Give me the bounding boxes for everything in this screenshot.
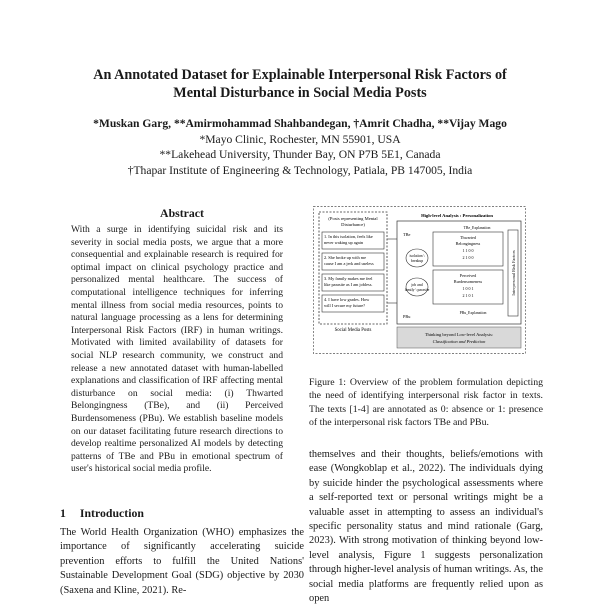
title-line-1: An Annotated Dataset for Explainable Interpersonal Risk Factors of (93, 67, 507, 83)
analysis-header: High-level Analysis : Personalization (421, 213, 493, 218)
thwarted-label-a: Thwarted (459, 235, 477, 240)
post-4-line-b: will I secure my future? (324, 303, 366, 308)
pbu-explanation: PBu_Explanation (459, 311, 487, 315)
post-1-line-a: 1. In this isolation, feels like (324, 234, 373, 239)
job-label-a: job and (411, 283, 423, 287)
pbu-codes-2: 2 1 0 1 (462, 293, 474, 298)
isolation-ellipse (406, 249, 428, 267)
job-label-b: family \ parasite (404, 288, 430, 292)
post-4-line-a: 4. I have low grades. How (324, 297, 370, 302)
posts-header-1: (Posts representing Mental (328, 216, 378, 221)
section-number: 1 (60, 506, 66, 520)
thinking-line-1: Thinking beyond Low-level Analysis: (424, 332, 494, 337)
affiliation-3: †Thapar Institute of Engineering & Technology, Patiala, PB 147005, India (127, 163, 473, 177)
author-names: *Muskan Garg, **Amirmohammad Shahbandegan, †Amrit Chadha, **Vijay Mago (93, 117, 507, 130)
isolation-label-b: breakup (410, 259, 424, 263)
post-2-line-b: cause I am a jerk and useless (324, 261, 374, 266)
isolation-label-a: isolation \ (409, 254, 425, 258)
abstract-text: With a surge in identifying suicidal risk and its severity in social media posts, we argue that a more consequential and explainable research is required for optimal impact on clinical psychology practice and personalized mental healthcare. The success of computational intelligence techniques for inferring mental illness from social media resources, points to natural language processing as a lens for determining Interpersonal Risk Factors (IRF) in human writings. Motivated with limited availability of datasets for social NLP research community, we construct and release a new annotated dataset with human-labelled explanations and classification of IRF affecting mental disturbance on social media: (i) Thwarted Belongingness (TBe), and (ii) Perceived Burdensomeness (PBu). We establish baseline models on our dataset facilitating future research directions to develop realtime personalized AI models by detecting patterns of TBe and PBu in emotional spectrum of user's historical social media profile. (71, 224, 283, 475)
thinking-band (397, 327, 521, 348)
pbu-tag: PBu (403, 314, 411, 319)
title-line-2: Mental Disturbance in Social Media Posts (173, 85, 427, 101)
paper-title (60, 66, 540, 102)
tbe-explanation: TBe_Explanation (463, 226, 491, 230)
affiliation-2: **Lakehead University, Thunder Bay, ON P7B 5E1, Canada (159, 148, 441, 161)
thinking-line-2: Classification and Prediction (432, 339, 486, 344)
pbu-codes-1: 1 0 0 1 (462, 286, 474, 291)
social-media-label: Social Media Posts (334, 328, 372, 333)
post-2-line-a: 2. She broke up with me (324, 255, 367, 260)
post-1-line-b: never waking up again (324, 240, 364, 245)
tbe-codes-2: 2 1 0 0 (462, 255, 474, 260)
affiliation-1: *Mayo Clinic, Rochester, MN 55901, USA (199, 132, 401, 146)
section-heading-introduction (60, 506, 158, 521)
post-3-line-b: like parasite as I am jobless. (324, 282, 373, 287)
perceived-label-a: Perceived (459, 273, 477, 278)
perceived-label-b: Burdensomeness (453, 279, 483, 284)
thwarted-label-b: Belongingness (455, 241, 481, 246)
author-block (40, 116, 560, 178)
figure-1-diagram (313, 206, 526, 354)
introduction-text: The World Health Organization (WHO) emphasizes the importance of significantly accelerating suicide prevention efforts to fulfill the United Nations' Sustainable Development Goal (SDG) objective by 2030 (Saxena and Kline, 2021). Re- (60, 527, 304, 596)
right-column-text: themselves and their thoughts, beliefs/emotions with ease (Wongkoblap et al., 2022). The individuals dying by suicide hinder the psychological assessments where a self-reported text or personal writings might be a valuable asset in attempting to assess an individual's specific personality status and mind rationale (Garg, 2023). With strong motivation of thinking beyond low-level analysis, Figure 1 suggests personalization through higher-level analysis of human writings. As, the social media platforms are frequently relied upon as open (309, 449, 543, 605)
abstract-heading: Abstract (160, 206, 204, 220)
post-3-line-a: 3. My family makes me feel (324, 276, 373, 281)
posts-header-2: Disturbance) (341, 222, 365, 227)
job-ellipse (406, 278, 428, 296)
tbe-codes-1: 1 1 0 0 (462, 248, 474, 253)
tbe-tag: TBe (403, 232, 411, 237)
figure-1-caption: Figure 1: Overview of the problem formulation depicting the need of identifying interpersonal risk factor in texts. The texts [1-4] are annotated as 0: absence or 1: presence of the interpersonal risk factors TBe and PBu. (309, 377, 543, 429)
section-title: Introduction (79, 506, 144, 520)
irf-label: Interpersonal Risk Factors (511, 250, 516, 296)
